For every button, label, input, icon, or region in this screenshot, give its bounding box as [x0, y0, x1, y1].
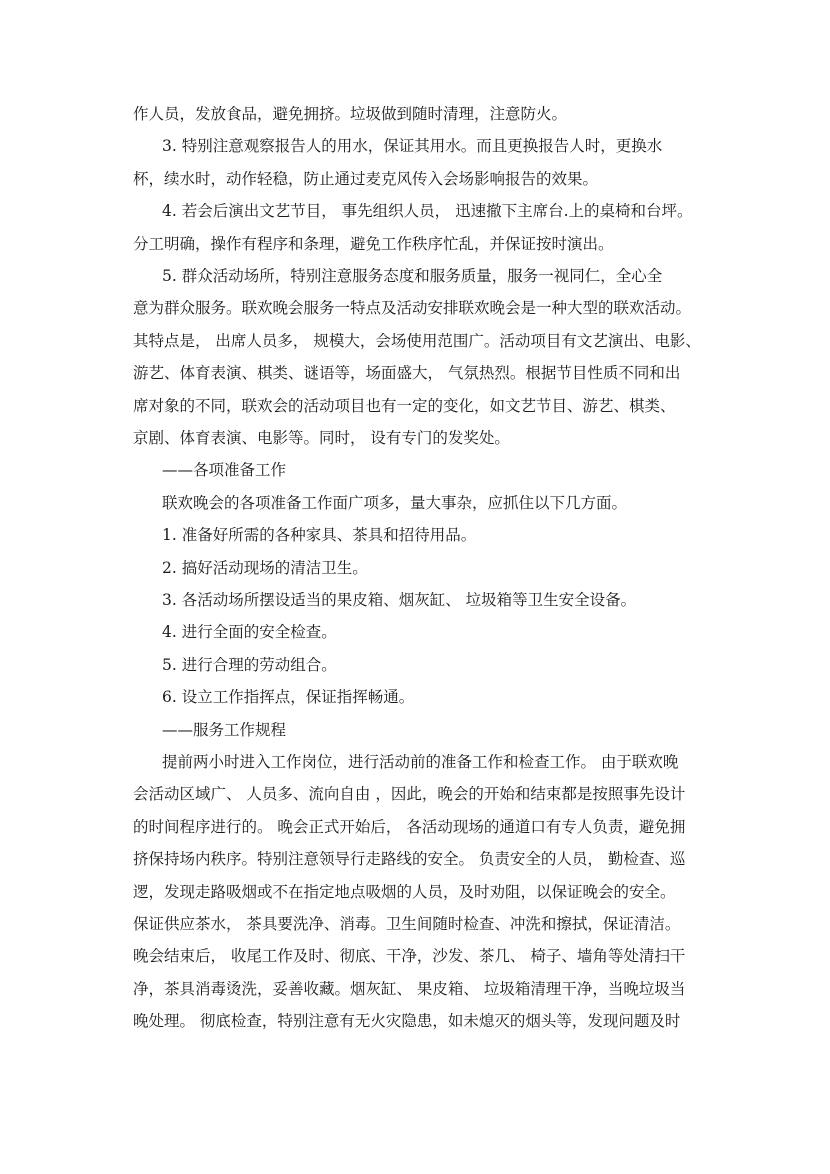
text-line: 席对象的不同，联欢会的活动项目也有一定的变化，如文艺节目、游艺、棋类、	[133, 396, 676, 415]
text-line: 作人员，发放食品，避免拥挤。垃圾做到随时清理，注意防火。	[133, 105, 568, 123]
text-line: ——服务工作规程	[162, 720, 287, 739]
text-line: 晚处理。 彻底检查，特别注意有无火灾隐患，如未熄灭的烟头等，发现问题及时	[133, 1012, 681, 1031]
text-line: 1. 准备好所需的各种家具、茶具和招待用品。	[162, 526, 477, 545]
text-line: 3. 各活动场所摆设适当的果皮箱、烟灰缸、 垃圾箱等卫生安全设备。	[162, 591, 637, 609]
text-line: 逻，发现走路吸烟或不在指定地点吸烟的人员，及时劝阻，以保证晚会的安全。	[133, 882, 676, 901]
text-line: 3. 特别注意观察报告人的用水，保证其用水。而且更换报告人时，更换水	[162, 137, 663, 156]
text-line: ——各项准备工作	[162, 461, 287, 480]
text-line: 会活动区域广、 人员多、流向自由 ，因此，晚会的开始和结束都是按照事先设计	[133, 785, 686, 804]
text-line: 的时间程序进行的。 晚会正式开始后， 各活动现场的通道口有专人负责，避免拥	[133, 817, 686, 836]
text-line: 挤保持场内秩序。特别注意领导行走路线的安全。 负责安全的人员， 勤检查、巡	[133, 850, 686, 869]
text-line: 联欢晚会的各项准备工作面广项多，量大事杂，应抓住以下几方面。	[162, 493, 628, 512]
text-line: 分工明确，操作有程序和条理，避免工作秩序忙乱，并保证按时演出。	[133, 234, 614, 253]
text-line: 京剧、体育表演、电影等。同时， 设有专门的发奖处。	[133, 429, 510, 447]
text-line: 6. 设立工作指挥点，保证指挥畅通。	[162, 688, 415, 707]
text-line: 净，茶具消毒烫洗，妥善收藏。烟灰缸、 果皮箱、 垃圾箱清理干净，当晚垃圾当	[133, 979, 686, 998]
text-line: 4. 进行全面的安全检查。	[162, 623, 337, 642]
text-line: 保证供应茶水， 茶具要洗净、消毒。卫生间随时检查、冲洗和擦拭，保证清洁。	[133, 915, 681, 933]
text-line: 2. 搞好活动现场的清洁卫生。	[162, 558, 368, 577]
text-line: 提前两小时进入工作岗位，进行活动前的准备工作和检查工作。 由于联欢晚	[162, 753, 679, 771]
text-line: 4. 若会后演出文艺节目， 事先组织人员， 迅速撤下主席台.上的桌椅和台坪。	[162, 202, 693, 221]
text-line: 晚会结束后， 收尾工作及时、彻底、干净，沙发、茶几、 椅子、墙角等处清扫干	[133, 947, 686, 966]
text-line: 5. 群众活动场所，特别注意服务态度和服务质量，服务一视同仁，全心全	[162, 267, 663, 285]
text-line: 意为群众服务。联欢晚会服务一特点及活动安排联欢晚会是一种大型的联欢活动。	[133, 299, 692, 318]
text-line: 杯，续水时，动作轻稳，防止通过麦克风传入会场影响报告的效果。	[133, 169, 599, 188]
text-line: 其特点是， 出席人员多， 规模大，会场使用范围广。活动项目有文艺演出、电影、	[133, 331, 701, 350]
text-line: 5. 进行合理的劳动组合。	[162, 655, 337, 674]
text-line: 游艺、体育表演、棋类、谜语等，场面盛大， 气氛热烈。根据节目性质不同和出	[133, 364, 681, 383]
